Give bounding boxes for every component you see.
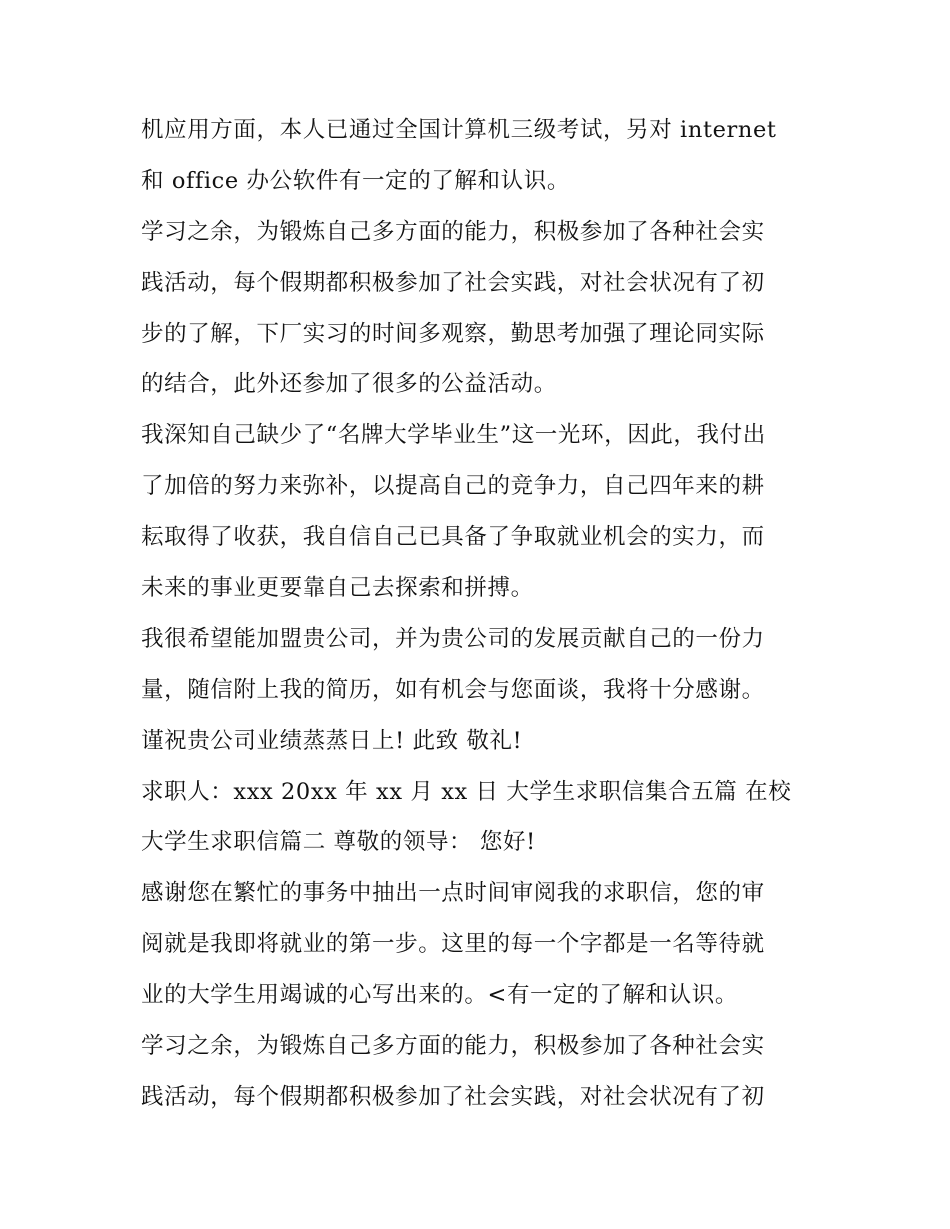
text-line: 机应用方面，本人已通过全国计算机三级考试，另对 internet — [141, 117, 777, 143]
text-line: 耘取得了收获，我自信自己已具备了争取就业机会的实力，而 — [141, 524, 765, 551]
text-line: 谨祝贵公司业绩蒸蒸日上! 此致 敬礼! — [141, 727, 523, 754]
text-line: 步的了解，下厂实习的时间多观察，勤思考加强了理论同实际 — [141, 320, 765, 347]
text-line: 的结合，此外还参加了很多的公益活动。 — [141, 371, 557, 398]
text-line: 量，随信附上我的简历，如有机会与您面谈，我将十分感谢。 — [141, 676, 765, 703]
text-line: 感谢您在繁忙的事务中抽出一点时间审阅我的求职信，您的审 — [141, 880, 765, 907]
text-line: 了加倍的努力来弥补，以提高自己的竞争力，自己四年来的耕 — [141, 473, 765, 500]
text-line: 学习之余，为锻炼自己多方面的能力，积极参加了各种社会实 — [141, 1033, 765, 1060]
text-line: 未来的事业更要靠自己去探索和拼搏。 — [141, 575, 534, 602]
text-line: 我深知自己缺少了“名牌大学毕业生”这一光环，因此，我付出 — [141, 422, 766, 449]
document-body — [141, 110, 821, 1128]
text-line: 业的大学生用竭诚的心写出来的。<有一定的了解和认识。 — [141, 982, 738, 1009]
text-line: 学习之余，为锻炼自己多方面的能力，积极参加了各种社会实 — [141, 218, 765, 245]
text-line: 大学生求职信篇二 尊敬的领导： 您好! — [141, 829, 536, 856]
text-line: 践活动，每个假期都积极参加了社会实践，对社会状况有了初 — [141, 1083, 765, 1110]
text-line: 践活动，每个假期都积极参加了社会实践，对社会状况有了初 — [141, 269, 765, 296]
text-line: 我很希望能加盟贵公司，并为贵公司的发展贡献自己的一份力 — [141, 625, 765, 652]
text-line: 求职人：xxx 20xx 年 xx 月 xx 日 大学生求职信集合五篇 在校 — [141, 778, 792, 805]
text-line: 阅就是我即将就业的第一步。这里的每一个字都是一名等待就 — [141, 931, 765, 958]
text-line: 和 office 办公软件有一定的了解和认识。 — [141, 167, 570, 194]
